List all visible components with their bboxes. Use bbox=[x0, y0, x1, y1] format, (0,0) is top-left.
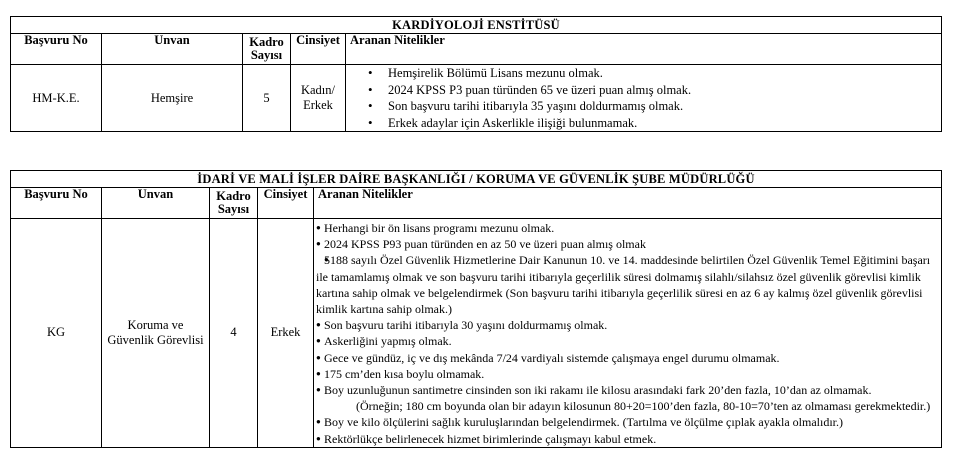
cell-kadro: 4 bbox=[210, 219, 258, 448]
cell-basvuru-no: HM-K.E. bbox=[11, 65, 102, 132]
header-kadro-line2: Sayısı bbox=[217, 202, 250, 216]
cell-requirements bbox=[346, 65, 942, 132]
header-aranan-nitelikler: Aranan Nitelikler bbox=[314, 188, 942, 219]
list-item: ● Boy uzunluğunun santimetre cinsinden son iki rakamı ile kilosu arasındaki fark 20’den fazla, 10’dan az olmamak. bbox=[316, 382, 941, 398]
list-item: ● Askerliğini yapmış olmak. bbox=[316, 333, 941, 349]
header-kadro-sayisi bbox=[210, 188, 258, 219]
list-item: ● 175 cm’den kısa boylu olmamak. bbox=[316, 366, 941, 382]
list-item: ● Gece ve gündüz, iç ve dış mekânda 7/24 vardiyalı sistemde çalışmaya engel durumu olmamak. bbox=[316, 350, 941, 366]
header-kadro-sayisi bbox=[243, 34, 291, 65]
cell-kadro: 5 bbox=[243, 65, 291, 132]
table-title: KARDİYOLOJİ ENSTİTÜSÜ bbox=[11, 17, 942, 34]
table-row bbox=[11, 219, 942, 448]
example-note: (Örneğin; 180 cm boyunda olan bir adayın kilosunun 80+20=100’den fazla, 80-10=70’ten az olmaması gerekmektedir.) bbox=[356, 399, 931, 414]
header-kadro-line2: Sayısı bbox=[250, 48, 283, 62]
cell-unvan bbox=[102, 219, 210, 448]
list-item: ● Son başvuru tarihi itibarıyla 30 yaşını doldurmamış olmak. bbox=[316, 317, 941, 333]
cell-basvuru-no: KG bbox=[11, 219, 102, 448]
header-aranan-nitelikler: Aranan Nitelikler bbox=[346, 34, 942, 65]
requirements-list bbox=[346, 65, 941, 131]
list-item: ● 2024 KPSS P93 puan türünden en az 50 ve üzeri puan almış olmak bbox=[316, 236, 941, 252]
list-item: • Hemşirelik Bölümü Lisans mezunu olmak. bbox=[368, 65, 941, 82]
unvan-line2: Güvenlik Görevlisi bbox=[107, 332, 204, 347]
list-item: ● 5188 sayılı Özel Güvenlik Hizmetlerine Dair Kanunun 10. ve 14. maddesinde belirtilen Özel Güvenlik Temel Eğitimini başarı ile tamamlamış olmak ve son başvuru tarihi itibarıyla geçerlilik süresi dolmamış silahlı/silahsız özel güvenlik görevlisi kimlik kartına sahip olmak ve belgelendirmek (Son başvuru tarihi itibarıyla geçerlilik süresi en az 6 ay kalmış özel güvenlik görevlisi kimlik kartına sahip olmak.) bbox=[316, 252, 941, 317]
list-item: ● Rektörlükçe belirlenecek hizmet birimlerinde çalışmayı kabul etmek. bbox=[316, 431, 941, 447]
list-item: • Erkek adaylar için Askerlikle ilişiği bulunmamak. bbox=[368, 115, 941, 132]
requirements-list bbox=[314, 220, 941, 447]
cell-requirements bbox=[314, 219, 942, 448]
header-cinsiyet: Cinsiyet bbox=[291, 34, 346, 65]
list-item: • Son başvuru tarihi itibarıyla 35 yaşını doldurmamış olmak. bbox=[368, 98, 941, 115]
list-item: ● Boy ve kilo ölçülerini sağlık kuruluşlarından belgelendirmek. (Tartılma ve ölçülme çıplak ayakla olmalıdır.) bbox=[316, 414, 941, 430]
header-unvan: Unvan bbox=[102, 34, 243, 65]
cell-cinsiyet bbox=[291, 65, 346, 132]
list-item: • 2024 KPSS P3 puan türünden 65 ve üzeri puan almış olmak. bbox=[368, 82, 941, 99]
header-basvuru-no: Başvuru No bbox=[11, 34, 102, 65]
header-kadro-line1: Kadro bbox=[249, 35, 284, 49]
table-row bbox=[11, 65, 942, 132]
cinsiyet-line1: Kadın/ bbox=[300, 83, 336, 97]
header-kadro-line1: Kadro bbox=[216, 189, 251, 203]
header-basvuru-no: Başvuru No bbox=[11, 188, 102, 219]
kardiyoloji-table bbox=[10, 16, 942, 132]
table-title: İDARİ VE MALİ İŞLER DAİRE BAŞKANLIĞI / KORUMA VE GÜVENLİK ŞUBE MÜDÜRLÜĞÜ bbox=[11, 171, 942, 188]
koruma-guvenlik-table bbox=[10, 170, 942, 448]
cell-cinsiyet: Erkek bbox=[258, 219, 314, 448]
cell-unvan: Hemşire bbox=[102, 65, 243, 132]
header-cinsiyet: Cinsiyet bbox=[258, 188, 314, 219]
unvan-line1: Koruma ve bbox=[127, 317, 184, 332]
header-unvan: Unvan bbox=[102, 188, 210, 219]
cinsiyet-line2: Erkek bbox=[303, 98, 333, 112]
list-item: ● Herhangi bir ön lisans programı mezunu olmak. bbox=[316, 220, 941, 236]
